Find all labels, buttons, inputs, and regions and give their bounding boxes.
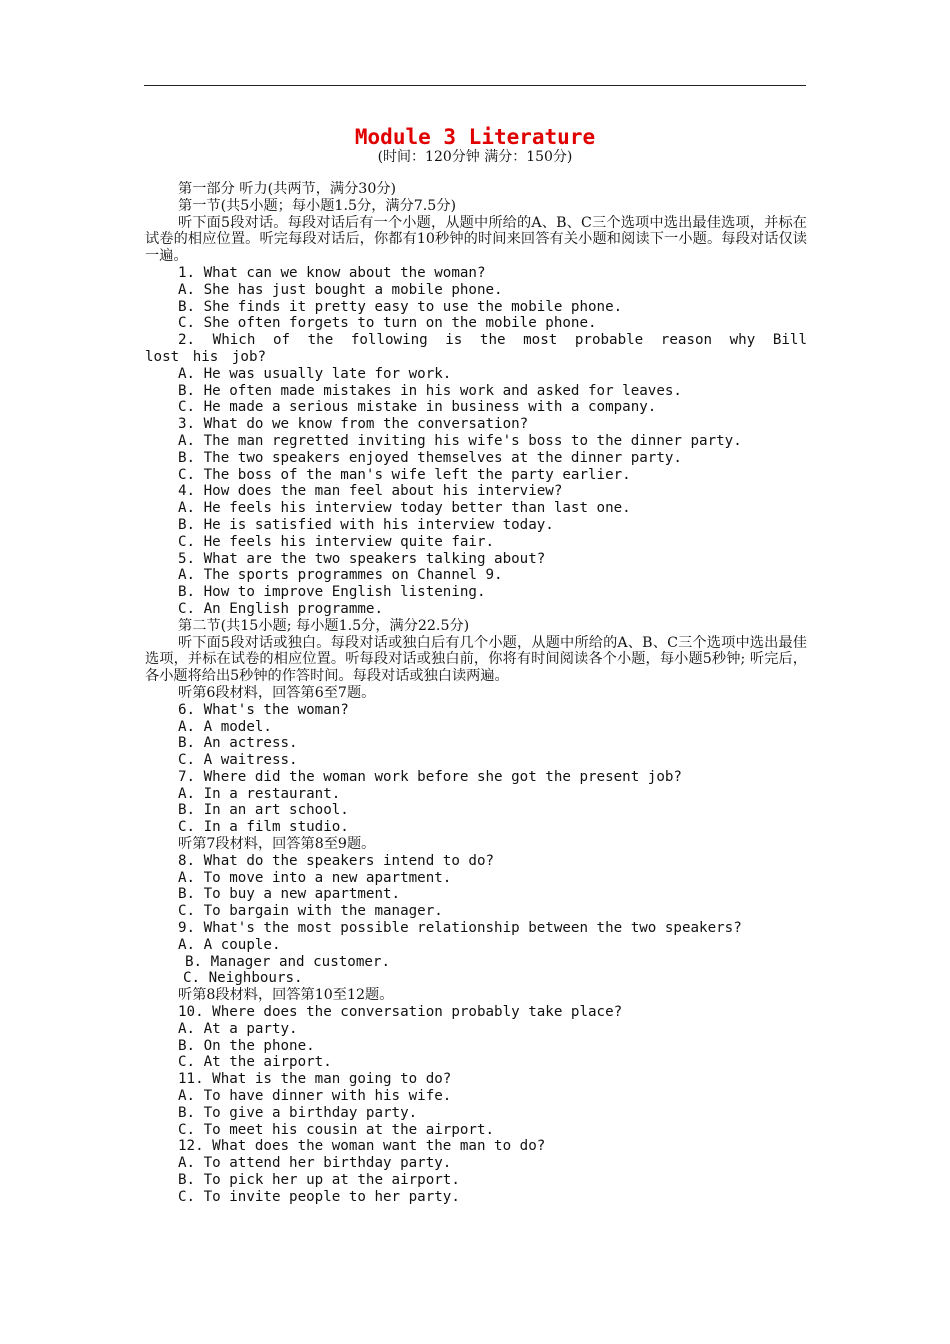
option-b: B. He often made mistakes in his work and asked for leaves. [178,382,682,399]
option-b: B. To buy a new apartment. [178,886,401,903]
material-heading: 听第6段材料，回答第6至7题。 [178,684,376,701]
option-a: A. At a party. [178,1020,298,1037]
option-c: C. He feels his interview quite fair. [178,533,495,550]
option-c: C. He made a serious mistake in business with a company. [178,399,657,416]
option-b: B. On the phone. [178,1037,315,1054]
option-b: B. How to improve English listening. [178,584,486,601]
option-a: A. The sports programmes on Channel 9. [178,567,503,584]
option-c: C. In a film studio. [178,819,349,836]
question-stem: 12. What does the woman want the man to do? [178,1138,546,1155]
question-stem: 11. What is the man going to do? [178,1071,452,1088]
option-a: A. He feels his interview today better than last one. [178,500,631,517]
option-b: B. He is satisfied with his interview today. [178,516,554,533]
option-a: A. To have dinner with his wife. [178,1088,452,1105]
option-c: C. To bargain with the manager. [178,903,443,920]
option-a: A. She has just bought a mobile phone. [178,281,503,298]
section1-instructions: 听下面5段对话。每段对话后有一个小题，从题中所给的A、B、C三个选项中选出最佳选项，并标在试卷的相应位置。听完每段对话后，你都有10秒钟的时间来回答有关小题和阅读下一小题。每段对话仅读一遍。 [145,214,807,265]
question-stem: 3. What do we know from the conversation? [178,416,529,433]
option-c: C. To meet his cousin at the airport. [178,1121,495,1138]
option-b: B. In an art school. [178,802,349,819]
question-stem: 1. What can we know about the woman? [178,264,486,281]
question-stem: 10. Where does the conversation probably take place? [178,1004,623,1021]
option-a: A. A model. [178,718,272,735]
option-c: C. Neighbours. [183,970,303,987]
question-stem: 9. What's the most possible relationship between the two speakers? [178,920,742,937]
material-heading: 听第8段材料，回答第10至12题。 [178,987,394,1004]
question-stem: 8. What do the speakers intend to do? [178,852,495,869]
section2-heading: 第二节(共15小题; 每小题1.5分，满分22.5分) [178,617,470,634]
option-b: B. She finds it pretty easy to use the mobile phone. [178,298,623,315]
document-subtitle: (时间：120分钟 满分：150分) [377,149,573,165]
option-a: A. A couple. [178,936,281,953]
option-c: C. At the airport. [178,1054,332,1071]
option-a: A. He was usually late for work. [178,365,452,382]
option-a: A. To move into a new apartment. [178,869,452,886]
option-c: C. An English programme. [178,600,383,617]
question-stem: 5. What are the two speakers talking about? [178,550,546,567]
material-heading: 听第7段材料，回答第8至9题。 [178,836,376,853]
option-c: C. A waitress. [178,752,298,769]
section1-heading: 第一节(共5小题；每小题1.5分，满分7.5分) [178,197,457,214]
option-b: B. An actress. [178,735,298,752]
question-stem: 7. Where did the woman work before she got the present job? [178,768,682,785]
option-a: A. The man regretted inviting his wife's boss to the dinner party. [178,432,742,449]
option-a: A. In a restaurant. [178,785,341,802]
question-stem: 2. Which of the following is the most probable reason why Bill lost his job? [145,332,807,365]
part-heading: 第一部分 听力(共两节，满分30分) [178,181,397,197]
section2-instructions: 听下面5段对话或独白。每段对话或独白后有几个小题，从题中所给的A、B、C三个选项中选出最佳选项，并标在试卷的相应位置。听每段对话或独白前，你将有时间阅读各个小题，每小题5秒钟; 听完后，各小题将给出5秒钟的作答时间。每段对话或独白读两遍。 [145,634,807,685]
document-title: Module 3 Literature [354,125,596,149]
option-a: A. To attend her birthday party. [178,1155,452,1172]
option-b: B. Manager and customer. [185,953,390,970]
header-rule [144,85,806,86]
option-c: C. She often forgets to turn on the mobile phone. [178,315,597,332]
option-c: C. To invite people to her party. [178,1188,460,1205]
option-b: B. To pick her up at the airport. [178,1172,460,1189]
question-stem: 6. What's the woman? [178,701,349,718]
option-c: C. The boss of the man's wife left the party earlier. [178,466,631,483]
document-body [145,181,807,1206]
option-b: B. The two speakers enjoyed themselves at the dinner party. [178,449,682,466]
question-stem: 4. How does the man feel about his interview? [178,483,563,500]
option-b: B. To give a birthday party. [178,1104,418,1121]
